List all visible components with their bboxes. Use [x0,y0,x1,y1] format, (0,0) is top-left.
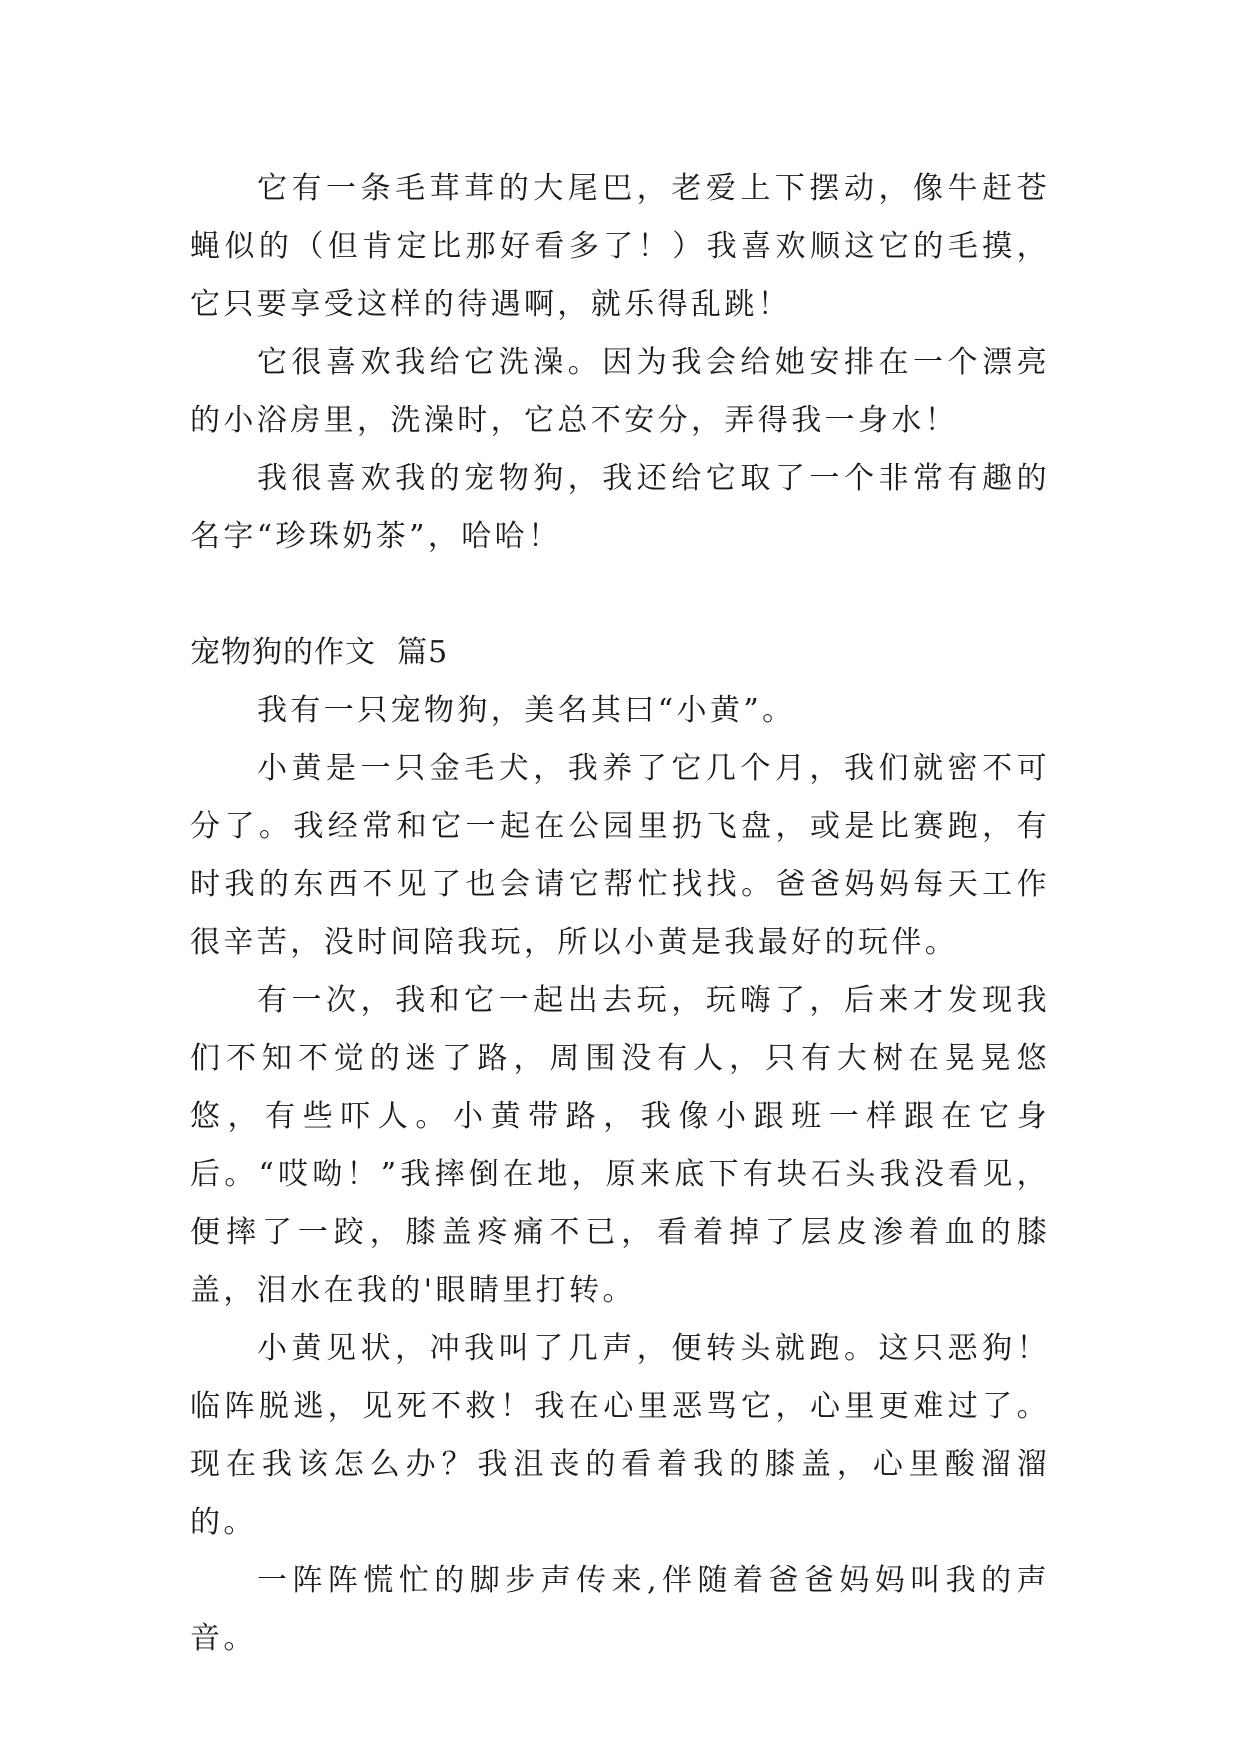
paragraph: 我很喜欢我的宠物狗，我还给它取了一个非常有趣的名字“珍珠奶茶”，哈哈！ [190,461,1050,554]
document-body [190,160,1050,1668]
section-spacer [190,566,1050,624]
paragraph: 我有一只宠物狗，美名其曰“小黄”。 [257,693,796,728]
section-heading: 宠物狗的作文 篇5 [190,635,449,670]
paragraph: 有一次，我和它一起出去玩，玩嗨了，后来才发现我们不知不觉的迷了路，周围没有人，只有大树在晃晃悠悠，有些吓人。小黄带路，我像小跟班一样跟在它身后。“哎呦！”我摔倒在地，原来底下有块石头我没看见，便摔了一跤，膝盖疼痛不已，看着掉了层皮渗着血的膝盖，泪水在我的'眼睛里打转。 [190,983,1050,1308]
paragraph: 一阵阵慌忙的脚步声传来,伴随着爸爸妈妈叫我的声音。 [190,1563,1050,1656]
paragraph: 它有一条毛茸茸的大尾巴，老爱上下摆动，像牛赶苍蝇似的（但肯定比那好看多了！）我喜欢顺这它的毛摸，它只要享受这样的待遇啊，就乐得乱跳！ [190,171,1050,322]
paragraph: 小黄是一只金毛犬，我养了它几个月，我们就密不可分了。我经常和它一起在公园里扔飞盘，或是比赛跑，有时我的东西不见了也会请它帮忙找找。爸爸妈妈每天工作很辛苦，没时间陪我玩，所以小黄是我最好的玩伴。 [190,751,1050,960]
paragraph: 它很喜欢我给它洗澡。因为我会给她安排在一个漂亮的小浴房里，洗澡时，它总不安分，弄得我一身水！ [190,345,1050,438]
paragraph: 小黄见状，冲我叫了几声，便转头就跑。这只恶狗！临阵脱逃，见死不救！我在心里恶骂它，心里更难过了。现在我该怎么办？我沮丧的看着我的膝盖，心里酸溜溜的。 [190,1331,1050,1540]
